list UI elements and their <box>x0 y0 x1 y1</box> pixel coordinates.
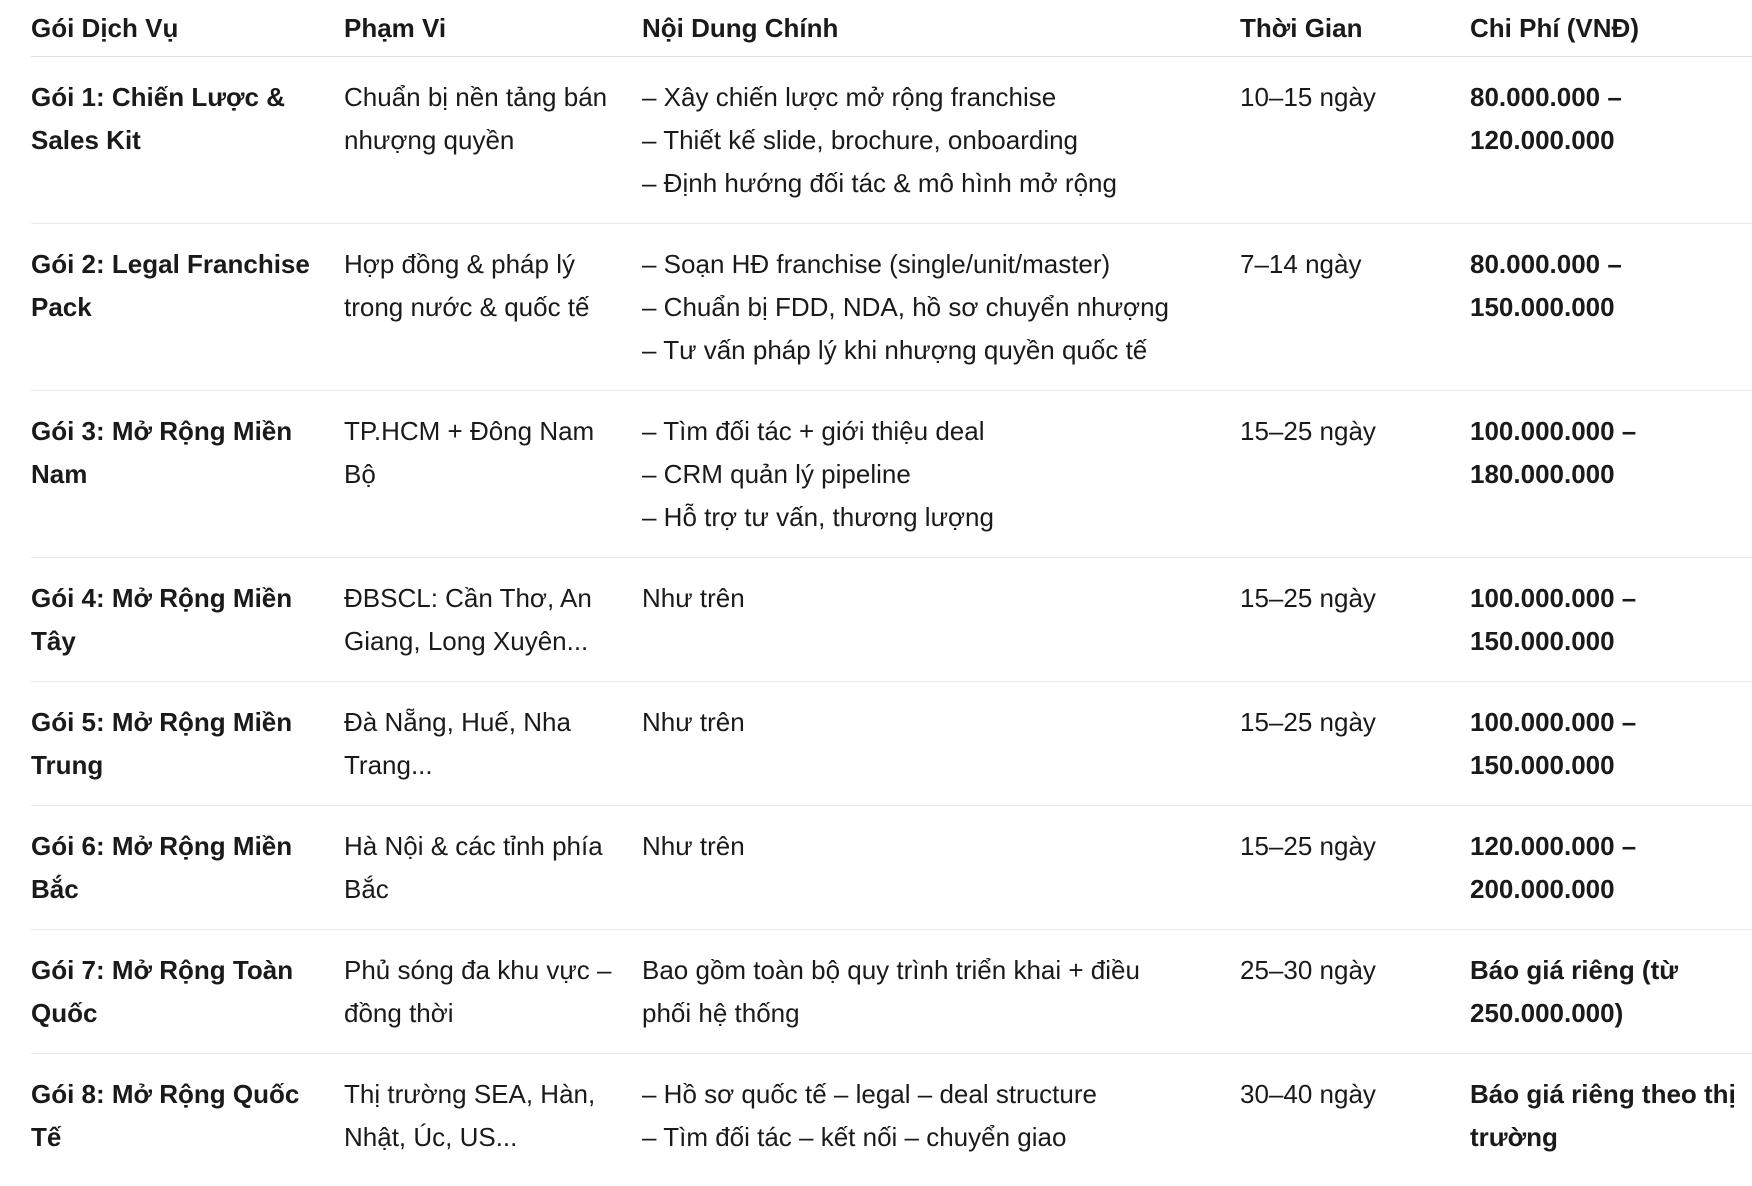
content-cell <box>642 224 1240 391</box>
content-line: – Thiết kế slide, brochure, onboarding <box>642 125 1079 155</box>
package-name: Gói 6: Mở Rộng Miền Bắc <box>31 831 293 904</box>
scope-cell <box>344 1054 642 1178</box>
scope-cell <box>344 224 642 391</box>
duration-cell <box>1240 806 1470 930</box>
cost-text: 100.000.000 – 150.000.000 <box>1470 707 1637 780</box>
table-row <box>31 682 1752 806</box>
duration-text: 10–15 ngày <box>1240 82 1376 112</box>
package-name: Gói 3: Mở Rộng Miền Nam <box>31 416 293 489</box>
table-row <box>31 558 1752 682</box>
cost-cell <box>1470 57 1752 224</box>
package-cell <box>31 1054 344 1178</box>
cost-cell <box>1470 224 1752 391</box>
content-cell <box>642 930 1240 1054</box>
cost-text: 120.000.000 – 200.000.000 <box>1470 831 1637 904</box>
content-cell <box>642 57 1240 224</box>
content-cell <box>642 806 1240 930</box>
scope-cell <box>344 391 642 558</box>
content-line: Bao gồm toàn bộ quy trình triển khai + điều <box>642 955 1140 985</box>
duration-cell <box>1240 930 1470 1054</box>
cost-cell <box>1470 682 1752 806</box>
cost-cell <box>1470 930 1752 1054</box>
table-row <box>31 806 1752 930</box>
content-line: Như trên <box>642 707 745 737</box>
table-row <box>31 391 1752 558</box>
content-line: Như trên <box>642 831 745 861</box>
service-packages-table <box>31 0 1752 1177</box>
cost-cell <box>1470 806 1752 930</box>
package-name: Gói 7: Mở Rộng Toàn Quốc <box>31 955 294 1028</box>
package-name: Gói 2: Legal Franchise Pack <box>31 249 310 322</box>
package-cell <box>31 391 344 558</box>
duration-cell <box>1240 682 1470 806</box>
header-duration: Thời Gian <box>1240 0 1470 57</box>
package-cell <box>31 806 344 930</box>
cost-cell <box>1470 391 1752 558</box>
duration-cell <box>1240 1054 1470 1178</box>
cost-text: 80.000.000 – 120.000.000 <box>1470 82 1622 155</box>
duration-cell <box>1240 224 1470 391</box>
duration-text: 30–40 ngày <box>1240 1079 1376 1109</box>
package-name: Gói 1: Chiến Lược & Sales Kit <box>31 82 285 155</box>
content-cell <box>642 558 1240 682</box>
content-line: – Chuẩn bị FDD, NDA, hồ sơ chuyển nhượng <box>642 292 1169 322</box>
package-cell <box>31 224 344 391</box>
duration-cell <box>1240 391 1470 558</box>
scope-text: TP.HCM + Đông Nam Bộ <box>344 416 595 489</box>
duration-cell <box>1240 57 1470 224</box>
package-cell <box>31 682 344 806</box>
scope-text: ĐBSCL: Cần Thơ, An Giang, Long Xuyên... <box>344 583 592 656</box>
duration-text: 15–25 ngày <box>1240 583 1376 613</box>
content-line: – Tìm đối tác – kết nối – chuyển giao <box>642 1122 1067 1152</box>
scope-cell <box>344 682 642 806</box>
table-row <box>31 930 1752 1054</box>
scope-cell <box>344 806 642 930</box>
content-line: – Hỗ trợ tư vấn, thương lượng <box>642 502 994 532</box>
content-cell <box>642 1054 1240 1178</box>
content-line: – Tư vấn pháp lý khi nhượng quyền quốc tế <box>642 335 1148 365</box>
scope-text: Hà Nội & các tỉnh phía Bắc <box>344 831 603 904</box>
table-row <box>31 224 1752 391</box>
table-row <box>31 57 1752 224</box>
package-cell <box>31 930 344 1054</box>
scope-cell <box>344 930 642 1054</box>
scope-text: Hợp đồng & pháp lý trong nước & quốc tế <box>344 249 590 322</box>
scope-cell <box>344 558 642 682</box>
scope-text: Phủ sóng đa khu vực – đồng thời <box>344 955 612 1028</box>
duration-text: 25–30 ngày <box>1240 955 1376 985</box>
content-line: – Xây chiến lược mở rộng franchise <box>642 82 1057 112</box>
scope-cell <box>344 57 642 224</box>
scope-text: Đà Nẵng, Huế, Nha Trang... <box>344 707 571 780</box>
duration-text: 15–25 ngày <box>1240 416 1376 446</box>
table-header-row <box>31 0 1752 57</box>
package-cell <box>31 57 344 224</box>
content-line: – CRM quản lý pipeline <box>642 459 911 489</box>
cost-text: Báo giá riêng (từ 250.000.000) <box>1470 955 1679 1028</box>
cost-text: 80.000.000 – 150.000.000 <box>1470 249 1622 322</box>
header-content: Nội Dung Chính <box>642 0 1240 57</box>
header-package: Gói Dịch Vụ <box>31 0 344 57</box>
package-name: Gói 8: Mở Rộng Quốc Tế <box>31 1079 300 1152</box>
duration-text: 15–25 ngày <box>1240 707 1376 737</box>
package-name: Gói 5: Mở Rộng Miền Trung <box>31 707 293 780</box>
content-line: – Soạn HĐ franchise (single/unit/master) <box>642 249 1111 279</box>
duration-text: 7–14 ngày <box>1240 249 1362 279</box>
cost-cell <box>1470 558 1752 682</box>
content-line: – Định hướng đối tác & mô hình mở rộng <box>642 168 1117 198</box>
content-cell <box>642 682 1240 806</box>
cost-text: 100.000.000 – 150.000.000 <box>1470 583 1637 656</box>
header-cost: Chi Phí (VNĐ) <box>1470 0 1752 57</box>
scope-text: Thị trường SEA, Hàn, Nhật, Úc, US... <box>344 1079 596 1152</box>
content-line: – Hồ sơ quốc tế – legal – deal structure <box>642 1079 1097 1109</box>
content-line: – Tìm đối tác + giới thiệu deal <box>642 416 985 446</box>
cost-cell <box>1470 1054 1752 1178</box>
cost-text: Báo giá riêng theo thị trường <box>1470 1079 1736 1152</box>
package-name: Gói 4: Mở Rộng Miền Tây <box>31 583 293 656</box>
duration-cell <box>1240 558 1470 682</box>
duration-text: 15–25 ngày <box>1240 831 1376 861</box>
content-cell <box>642 391 1240 558</box>
content-line: phối hệ thống <box>642 998 800 1028</box>
package-cell <box>31 558 344 682</box>
scope-text: Chuẩn bị nền tảng bán nhượng quyền <box>344 82 608 155</box>
table-row <box>31 1054 1752 1178</box>
header-scope: Phạm Vi <box>344 0 642 57</box>
service-packages-table-container <box>31 0 1752 1177</box>
cost-text: 100.000.000 – 180.000.000 <box>1470 416 1637 489</box>
content-line: Như trên <box>642 583 745 613</box>
